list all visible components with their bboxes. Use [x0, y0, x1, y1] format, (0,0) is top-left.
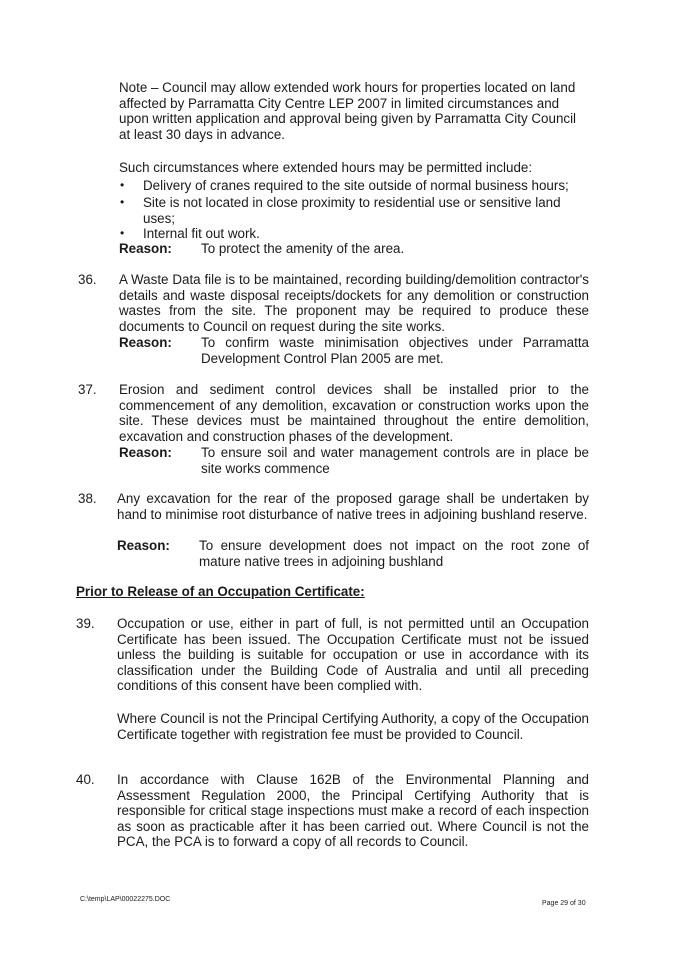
bullet-icon: • [120, 195, 125, 209]
reason-text: To protect the amenity of the area. [201, 241, 405, 256]
reason-text: To ensure development does not impact on the root zone of mature native trees in adjoining bushland [199, 538, 589, 569]
section-heading: Prior to Release of an Occupation Certificate: [76, 584, 365, 599]
condition-text: Any excavation for the rear of the proposed garage shall be undertaken by hand to minimise root disturbance of native trees in adjoining bushland reserve. [117, 491, 589, 522]
reason-text: To ensure soil and water management controls are in place be site works commence [201, 445, 589, 476]
reason-label: Reason: [117, 538, 170, 553]
bullet-icon: • [120, 226, 125, 240]
note-paragraph: Note – Council may allow extended work hours for properties located on land affected by Parramatta City Centre LEP 2007 in limited circumstances and upon written application and approval being given by Parramatta City Council at least 30 days in advance. [119, 80, 577, 142]
circumstance-item: Site is not located in close proximity to residential use or sensitive land uses; [143, 195, 561, 226]
footer-file-path: C:\temp\LAP\00022275.DOC [80, 896, 171, 903]
reason-label: Reason: [119, 241, 172, 256]
reason-text: To confirm waste minimisation objectives under Parramatta Development Control Plan 2005 are met. [201, 335, 589, 366]
circumstance-item: Delivery of cranes required to the site outside of normal business hours; [143, 178, 569, 193]
condition-number: 39. [76, 616, 95, 631]
circumstances-intro: Such circumstances where extended hours may be permitted include: [119, 160, 533, 175]
condition-number: 37. [78, 382, 97, 397]
circumstance-item: Internal fit out work. [143, 226, 260, 241]
condition-text: Occupation or use, either in part of full, is not permitted until an Occupation Certificate has been issued. The Occupation Certificate must not be issued unless the building is suitable for occupation or use in accordance with its classification under the Building Code of Australia and until all preceding conditions of this consent have been complied with. [117, 616, 589, 694]
reason-label: Reason: [119, 445, 172, 460]
condition-number: 40. [76, 772, 95, 787]
condition-number: 36. [78, 272, 97, 287]
footer-page-number: Page 29 of 30 [542, 900, 586, 907]
condition-number: 38. [78, 491, 97, 506]
condition-text: Erosion and sediment control devices shall be installed prior to the commencement of any demolition, excavation or construction works upon the site. These devices must be maintained throughout the entire demolition, excavation and construction phases of the development. [119, 382, 589, 444]
condition-text: A Waste Data file is to be maintained, recording building/demolition contractor's details and waste disposal receipts/dockets for any demolition or construction wastes from the site. The proponent may be required to produce these documents to Council on request during the site works. [119, 272, 589, 334]
reason-label: Reason: [119, 335, 172, 350]
condition-text-continued: Where Council is not the Principal Certifying Authority, a copy of the Occupation Certificate together with registration fee must be provided to Council. [117, 711, 589, 742]
condition-text: In accordance with Clause 162B of the Environmental Planning and Assessment Regulation 2000, the Principal Certifying Authority that is responsible for critical stage inspections must make a record of each inspection as soon as practicable after it has been carried out. Where Council is not the PCA, the PCA is to forward a copy of all records to Council. [117, 772, 589, 850]
bullet-icon: • [120, 178, 125, 192]
